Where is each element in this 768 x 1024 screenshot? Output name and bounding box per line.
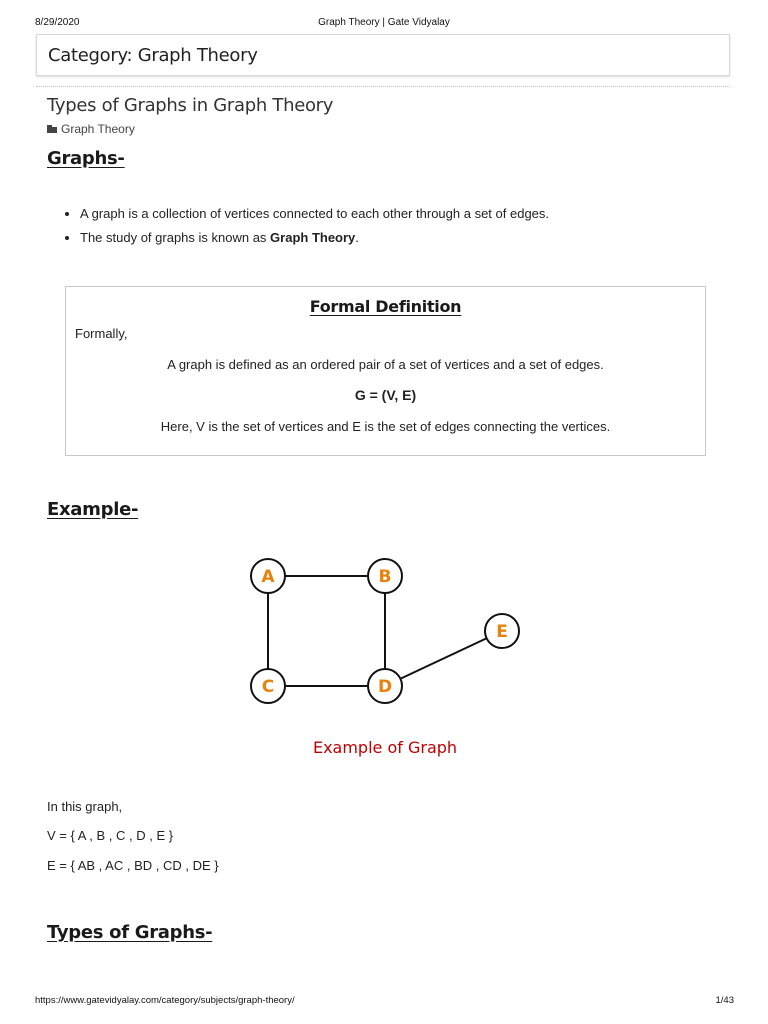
vertex-set: V = { A , B , C , D , E } xyxy=(47,828,174,843)
print-title: Graph Theory | Gate Vidyalay xyxy=(318,17,450,28)
vertex-label-C: C xyxy=(261,677,275,697)
example-graph xyxy=(240,548,540,718)
definition-heading: Formal Definition xyxy=(309,297,462,316)
post-title[interactable]: Types of Graphs in Graph Theory xyxy=(47,95,334,116)
print-date: 8/29/2020 xyxy=(35,17,80,28)
definition-formula: G = (V, E) xyxy=(354,387,417,403)
example-heading: Example- xyxy=(47,499,139,520)
types-heading: Types of Graphs- xyxy=(47,922,213,943)
definition-sentence: A graph is defined as an ordered pair of a set of vertices and a set of edges. xyxy=(167,357,604,372)
vertex-label-B: B xyxy=(378,567,392,587)
vertex-label-E: E xyxy=(496,622,508,642)
edge-set: E = { AB , AC , BD , CD , DE } xyxy=(47,858,219,873)
post-category-link[interactable]: Graph Theory xyxy=(61,122,135,136)
post-category xyxy=(47,122,135,136)
vertex-label-D: D xyxy=(377,677,393,697)
graphs-bullet-list xyxy=(62,206,549,254)
vertex-label-A: A xyxy=(261,567,275,587)
graphs-heading: Graphs- xyxy=(47,148,125,169)
list-item: • The study of graphs is known as Graph Theory. xyxy=(80,230,549,245)
page-number: 1/43 xyxy=(715,995,734,1006)
folder-icon xyxy=(47,125,57,133)
definition-explanation: Here, V is the set of vertices and E is the set of edges connecting the vertices. xyxy=(160,419,611,434)
edge-DE xyxy=(400,638,486,679)
graph-caption: Example of Graph xyxy=(312,738,458,757)
print-url: https://www.gatevidyalay.com/category/subjects/graph-theory/ xyxy=(35,995,295,1006)
list-item: • A graph is a collection of vertices connected to each other through a set of edges. xyxy=(80,206,549,221)
in-this-graph: In this graph, xyxy=(47,799,123,814)
category-title: Category: Graph Theory xyxy=(48,45,258,66)
divider xyxy=(36,86,730,87)
definition-intro: Formally, xyxy=(75,326,128,341)
